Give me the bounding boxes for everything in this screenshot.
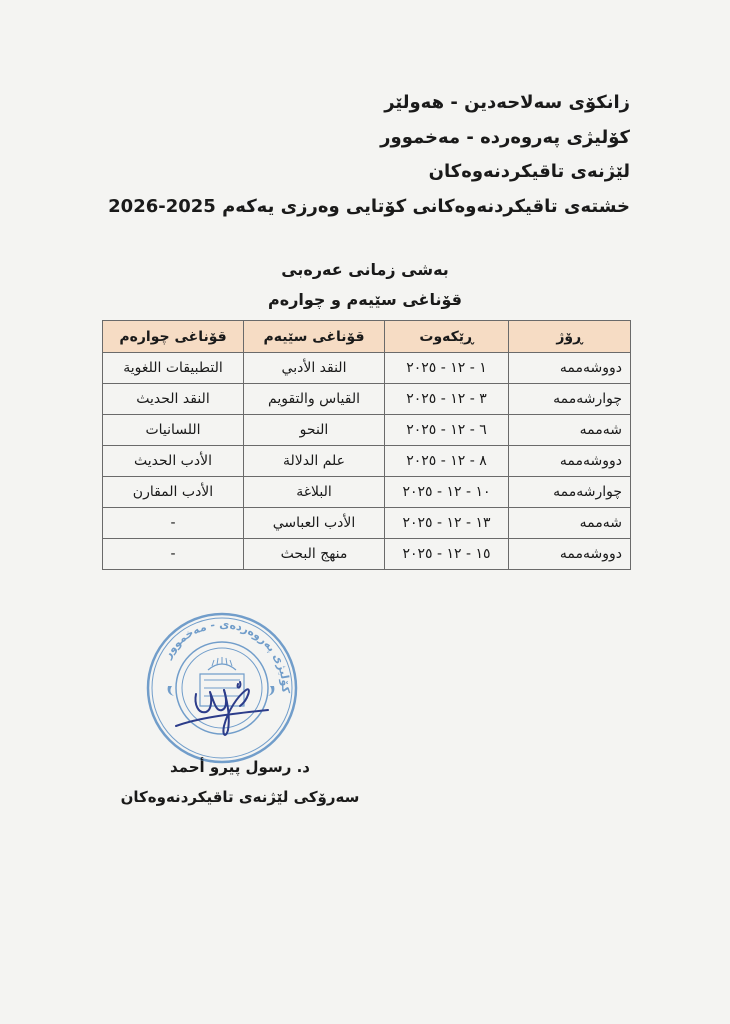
cell-date: ١ - ١٢ - ٢٠٢٥ (385, 353, 509, 384)
column-header-fourth-stage: قۆناغی چوارەم (103, 321, 244, 353)
table-row (103, 415, 631, 446)
cell-third-stage: الأدب العباسي (244, 508, 385, 539)
cell-date: ٦ - ١٢ - ٢٠٢٥ (385, 415, 509, 446)
cell-day: شەممە (509, 508, 631, 539)
table-row (103, 384, 631, 415)
department-name: بەشی زمانی عەرەبی (281, 260, 449, 279)
column-header-third-stage: قۆناغی سێیەم (244, 321, 385, 353)
college-name: کۆلیژی پەروەردە - مەخموور (380, 126, 630, 148)
cell-fourth-stage: الأدب الحديث (103, 446, 244, 477)
cell-date: ٣ - ١٢ - ٢٠٢٥ (385, 384, 509, 415)
schedule-title: خشتەی تاقیکردنەوەکانی کۆتایی وەرزی یەکەم 2025-2026 (108, 195, 630, 217)
cell-date: ١٥ - ١٢ - ٢٠٢٥ (385, 539, 509, 570)
cell-fourth-stage: - (103, 508, 244, 539)
table-row (103, 508, 631, 539)
table-row (103, 446, 631, 477)
stages-label: قۆناغی سێیەم و چوارەم (268, 290, 462, 309)
university-name: زانکۆی سەلاحەدین - هەولێر (384, 92, 630, 113)
cell-third-stage: القياس والتقويم (244, 384, 385, 415)
cell-third-stage: البلاغة (244, 477, 385, 508)
cell-fourth-stage: الأدب المقارن (103, 477, 244, 508)
cell-day: دووشەممە (509, 539, 631, 570)
letterhead (110, 86, 630, 224)
cell-day: دووشەممە (509, 353, 631, 384)
table-row (103, 539, 631, 570)
cell-day: دووشەممە (509, 446, 631, 477)
cell-day: شەممە (509, 415, 631, 446)
table-header-row (103, 321, 631, 353)
seal-text: کۆلیژی پەروەردەی - مەخموور (160, 617, 293, 694)
cell-date: ١٣ - ١٢ - ٢٠٢٥ (385, 508, 509, 539)
cell-date: ١٠ - ١٢ - ٢٠٢٥ (385, 477, 509, 508)
column-header-day: ڕۆژ (509, 321, 631, 353)
handwritten-signature-icon (168, 660, 308, 740)
table-row (103, 353, 631, 384)
cell-third-stage: علم الدلالة (244, 446, 385, 477)
cell-day: چوارشەممە (509, 384, 631, 415)
cell-day: چوارشەممە (509, 477, 631, 508)
signer-name: د. رسول پيرو أحمد (170, 758, 310, 776)
cell-fourth-stage: النقد الحديث (103, 384, 244, 415)
committee-name: لێژنەی تاقیکردنەوەکان (428, 161, 630, 182)
exam-schedule-table (102, 320, 631, 570)
cell-date: ٨ - ١٢ - ٢٠٢٥ (385, 446, 509, 477)
signer-title: سەرۆکی لێژنەی تاقیکردنەوەکان (120, 788, 360, 806)
cell-third-stage: النقد الأدبي (244, 353, 385, 384)
cell-fourth-stage: اللسانيات (103, 415, 244, 446)
table-row (103, 477, 631, 508)
column-header-date: ڕێکەوت (385, 321, 509, 353)
cell-fourth-stage: التطبيقات اللغوية (103, 353, 244, 384)
cell-fourth-stage: - (103, 539, 244, 570)
cell-third-stage: النحو (244, 415, 385, 446)
cell-third-stage: منهج البحث (244, 539, 385, 570)
